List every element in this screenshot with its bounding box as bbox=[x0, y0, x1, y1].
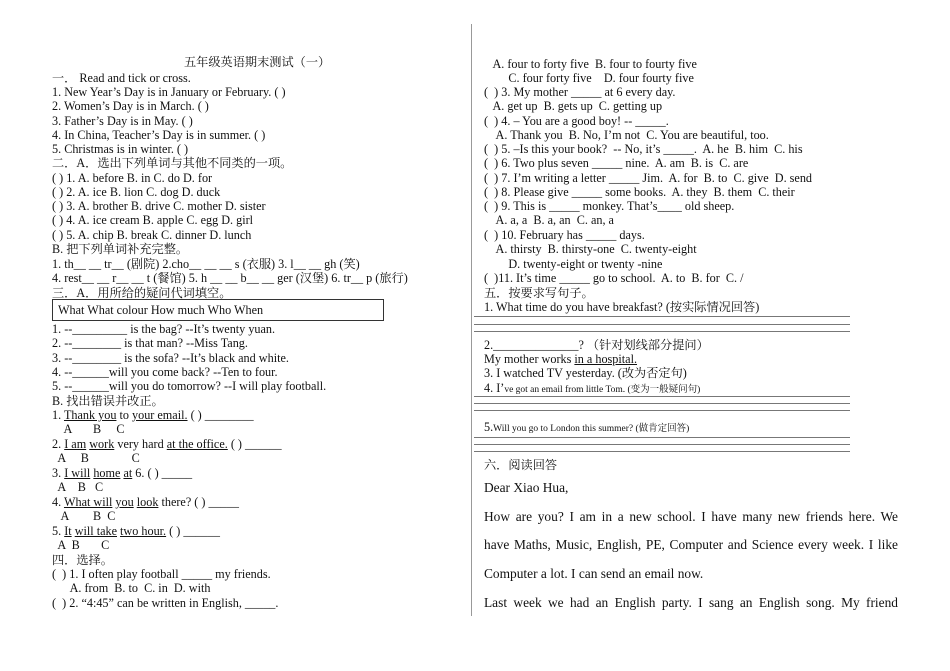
s2b-item: 1. th__ __ tr__ (剧院) 2.cho__ __ __ s (衣服) 3. l__ __ gh (笑) bbox=[52, 257, 360, 271]
s2a-item: ( ) 1. A. before B. in C. do D. for bbox=[52, 171, 213, 185]
section-3b-heading: B. 找出错误并改正。 bbox=[52, 394, 164, 408]
error-letters: A B C bbox=[52, 538, 110, 552]
s2a-item: ( ) 2. A. ice B. lion C. dog D. duck bbox=[52, 185, 221, 199]
s5-question: 3. I watched TV yesterday. (改为否定句) bbox=[484, 366, 687, 380]
s3a-item: 5. --______will you do tomorrow? --I will play football. bbox=[52, 379, 327, 393]
s4-item: ( ) 9. This is _____ monkey. That’s____ old sheep. bbox=[484, 199, 735, 213]
s4-item: ( ) 1. I often play football _____ my friends. bbox=[52, 567, 271, 581]
s1-item: 3. Father’s Day is in May. ( ) bbox=[52, 114, 193, 128]
error-letters: A B C bbox=[52, 422, 125, 436]
error-letters: A B C bbox=[52, 480, 104, 494]
answer-line bbox=[474, 331, 850, 332]
s1-item: 5. Christmas is in winter. ( ) bbox=[52, 142, 189, 156]
section-2b-heading: B. 把下列单词补充完整。 bbox=[52, 242, 189, 256]
section-2a-heading: 二．A．选出下列单词与其他不同类的一项。 bbox=[52, 156, 293, 170]
error-sentence: 4. What will you look there? ( ) _____ bbox=[52, 495, 239, 509]
error-sentence: 5. It will take two hour. ( ) ______ bbox=[52, 524, 220, 538]
s2a-item: ( ) 4. A. ice cream B. apple C. egg D. girl bbox=[52, 213, 254, 227]
reading-line: have Maths, Music, English, PE, Computer and Science every week. I like bbox=[484, 537, 898, 552]
s4-item: D. twenty-eight or twenty -nine bbox=[484, 257, 663, 271]
s4-item: A. Thank you B. No, I’m not C. You are beautiful, too. bbox=[484, 128, 769, 142]
s4-item: ( ) 8. Please give _____ some books. A. they B. them C. their bbox=[484, 185, 795, 199]
reading-line: How are you? I am in a new school. I have many new friends here. We bbox=[484, 509, 898, 524]
s4-item: A. get up B. gets up C. getting up bbox=[484, 99, 663, 113]
answer-line bbox=[474, 444, 850, 445]
s4-item: ( ) 10. February has _____ days. bbox=[484, 228, 645, 242]
answer-line bbox=[474, 396, 850, 397]
s4-item: C. four forty five D. four fourty five bbox=[484, 71, 694, 85]
error-letters: A B C bbox=[52, 509, 116, 523]
page-title: 五年级英语期末测试（一） bbox=[184, 55, 331, 69]
word-box-text: What What colour How much Who When bbox=[58, 303, 264, 317]
error-sentence: 1. Thank you to your email. ( ) ________ bbox=[52, 408, 254, 422]
s5-question: 4. I’ve got an email from little Tom. (变为一般疑问句) bbox=[484, 381, 701, 395]
s4-item: A. four to forty five B. four to fourty five bbox=[484, 57, 697, 71]
s5-question: 2.______________? （针对划线部分提问） bbox=[484, 338, 709, 352]
answer-line bbox=[474, 324, 850, 325]
answer-line bbox=[474, 410, 850, 411]
s5-sentence: My mother works in a hospital. bbox=[484, 352, 638, 366]
section-6-heading: 六．阅读回答 bbox=[484, 458, 558, 472]
s5-question: 1. What time do you have breakfast? (按实际情况回答) bbox=[484, 300, 760, 314]
s4-item: ( ) 3. My mother _____ at 6 every day. bbox=[484, 85, 676, 99]
section-3a-heading: 三．A．用所给的疑问代词填空。 bbox=[52, 286, 232, 300]
s4-item: ( ) 5. –Is this your book? -- No, it’s _____. A. he B. him C. his bbox=[484, 142, 803, 156]
error-sentence: 3. I will home at 6. ( ) _____ bbox=[52, 466, 193, 480]
s2b-item: 4. rest__ __ r__ __ t (餐馆) 5. h __ __ b__ __ ger (汉堡) 6. tr__ p (旅行) bbox=[52, 271, 408, 285]
s1-item: 1. New Year’s Day is in January or February. ( ) bbox=[52, 85, 286, 99]
s2a-item: ( ) 3. A. brother B. drive C. mother D. sister bbox=[52, 199, 266, 213]
answer-line bbox=[474, 451, 850, 452]
letter-greeting: Dear Xiao Hua, bbox=[484, 480, 569, 495]
s4-item: ( ) 6. Two plus seven _____ nine. A. am B. is C. are bbox=[484, 156, 749, 170]
s4-item: A. thirsty B. thirsty-one C. twenty-eight bbox=[484, 242, 697, 256]
s3a-item: 2. --________ is that man? --Miss Tang. bbox=[52, 336, 248, 350]
s3a-item: 1. --_________ is the bag? --It’s twenty yuan. bbox=[52, 322, 276, 336]
s1-item: 4. In China, Teacher’s Day is in summer. ( ) bbox=[52, 128, 266, 142]
reading-line: Last week we had an English party. I sang an English song. My friend bbox=[484, 595, 898, 610]
error-letters: A B C bbox=[52, 451, 140, 465]
word-box bbox=[52, 299, 384, 321]
section-1-heading: 一． Read and tick or cross. bbox=[52, 71, 191, 85]
s3a-item: 3. --________ is the sofa? --It’s black and white. bbox=[52, 351, 289, 365]
s2a-item: ( ) 5. A. chip B. break C. dinner D. lunch bbox=[52, 228, 252, 242]
section-5-heading: 五．按要求写句子。 bbox=[484, 286, 594, 300]
s1-item: 2. Women’s Day is in March. ( ) bbox=[52, 99, 209, 113]
section-4-heading: 四．选择。 bbox=[52, 553, 113, 567]
answer-line bbox=[474, 316, 850, 317]
s3a-item: 4. --______will you come back? --Ten to four. bbox=[52, 365, 278, 379]
s5-question: 5.Will you go to London this summer? (做肯定回答) bbox=[484, 420, 690, 434]
s4-item: A. a, a B. a, an C. an, a bbox=[484, 213, 614, 227]
s4-item: ( )11. It’s time _____ go to school. A. to B. for C. / bbox=[484, 271, 744, 285]
answer-line bbox=[474, 437, 850, 438]
s4-item: A. from B. to C. in D. with bbox=[52, 581, 211, 595]
s4-item: ( ) 7. I’m writing a letter _____ Jim. A. for B. to C. give D. send bbox=[484, 171, 813, 185]
s4-item: ( ) 2. “4:45” can be written in English, _____. bbox=[52, 596, 279, 610]
reading-line: Computer a lot. I can send an email now. bbox=[484, 566, 704, 581]
error-sentence: 2. I am work very hard at the office. ( ) ______ bbox=[52, 437, 282, 451]
s4-item: ( ) 4. – You are a good boy! -- _____. bbox=[484, 114, 669, 128]
answer-line bbox=[474, 403, 850, 404]
column-divider bbox=[471, 24, 472, 616]
